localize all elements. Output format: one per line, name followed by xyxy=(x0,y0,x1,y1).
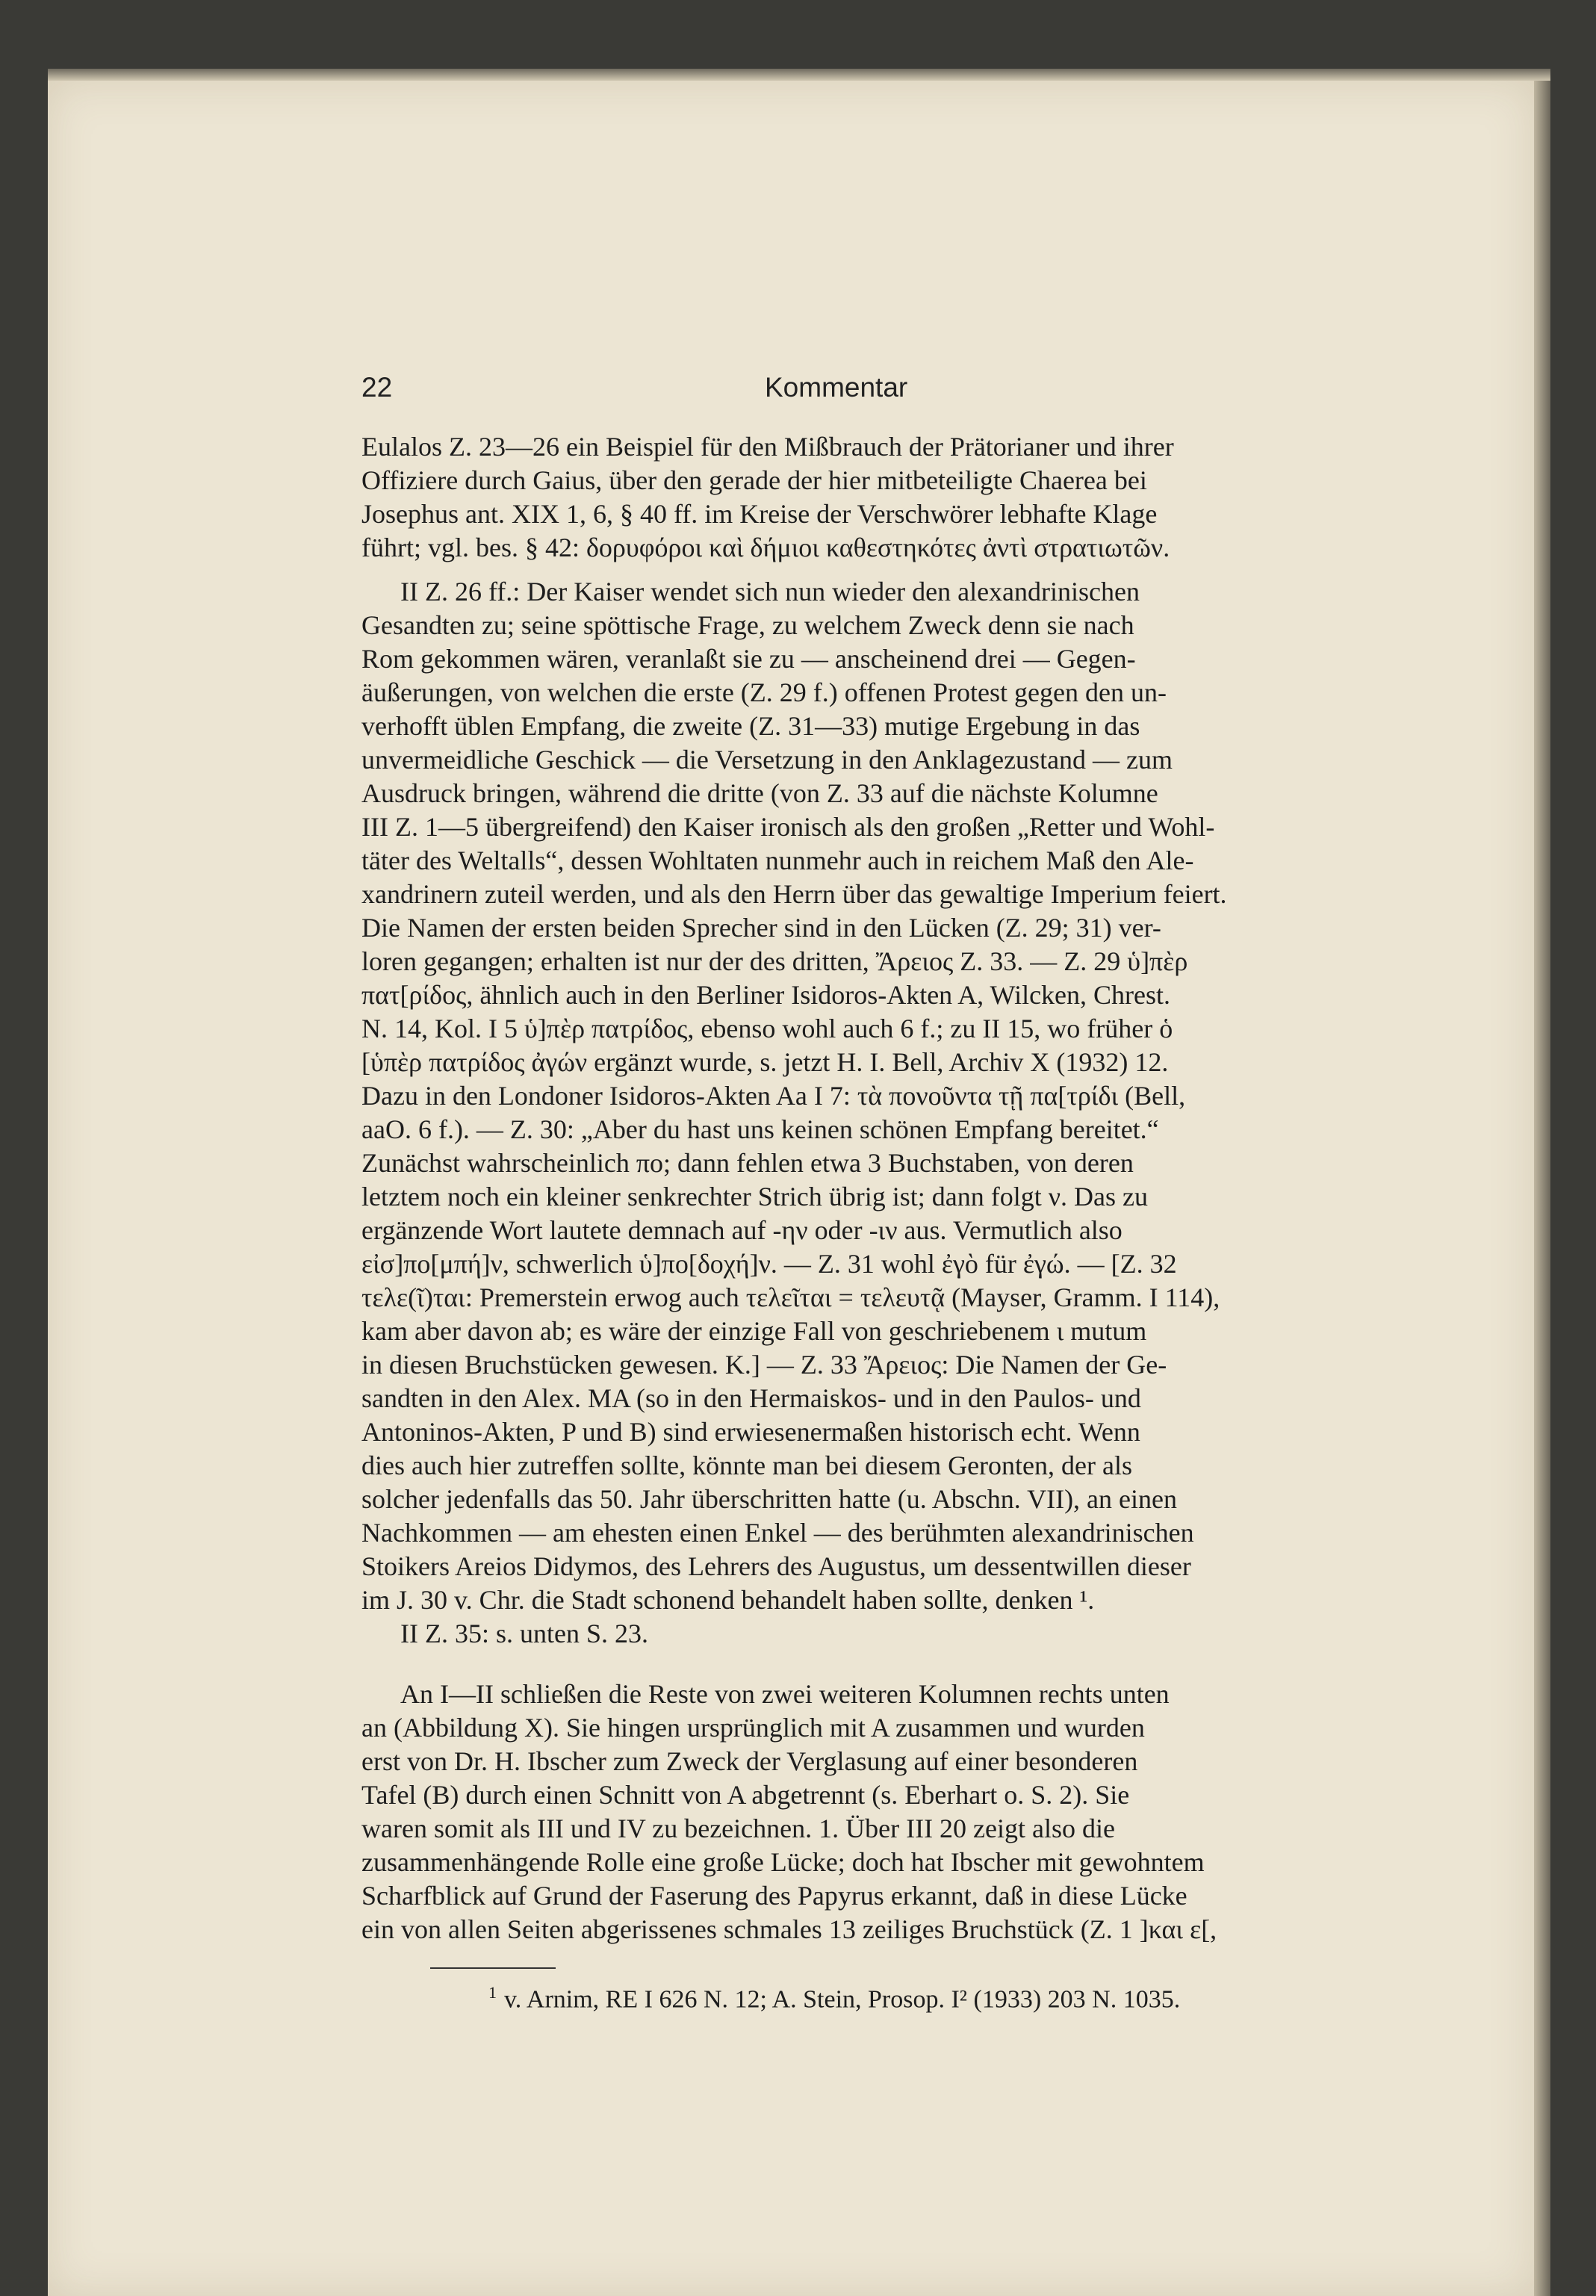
text-line: III Z. 1—5 übergreifend) den Kaiser ironisch als den großen „Retter und Wohl- xyxy=(361,812,1215,842)
text-line: Tafel (B) durch einen Schnitt von A abgetrennt (s. Eberhart o. S. 2). Sie xyxy=(361,1780,1130,1810)
text-line: kam aber davon ab; es wäre der einzige Fall von geschriebenem ι mutum xyxy=(361,1316,1147,1346)
text-line: dies auch hier zutreffen sollte, könnte man bei diesem Geronten, der als xyxy=(361,1450,1132,1480)
text-line: im J. 30 v. Chr. die Stadt schonend behandelt haben sollte, denken ¹. xyxy=(361,1585,1095,1615)
text-line: ergänzende Wort lautete demnach auf -ην oder -ιν aus. Vermutlich also xyxy=(361,1215,1123,1245)
text-line: verhofft üblen Empfang, die zweite (Z. 31—33) mutige Ergebung in das xyxy=(361,711,1140,741)
text-line: An I—II schließen die Reste von zwei weiteren Kolumnen rechts unten xyxy=(400,1679,1170,1709)
text-line: πατ[ρίδος, ähnlich auch in den Berliner Isidoros-Akten A, Wilcken, Chrest. xyxy=(361,980,1171,1010)
text-line: N. 14, Kol. I 5 ὑ]πὲρ πατρίδος, ebenso wohl auch 6 f.; zu II 15, wo früher ὁ xyxy=(361,1014,1173,1043)
footnote-rule xyxy=(430,1967,556,1969)
body-text xyxy=(361,430,1370,1946)
text-line: aaO. 6 f.). — Z. 30: „Aber du hast uns keinen schönen Empfang bereitet.“ xyxy=(361,1114,1159,1144)
paragraph-kolumnen xyxy=(361,1678,1370,1946)
text-line: Gesandten zu; seine spöttische Frage, zu welchem Zweck denn sie nach xyxy=(361,610,1134,640)
paragraph-kaiser xyxy=(361,575,1370,1617)
text-line: [ὑπὲρ πατρίδος ἀγών ergänzt wurde, s. jetzt H. I. Bell, Archiv X (1932) 12. xyxy=(361,1047,1169,1077)
text-line: täter des Weltalls“, dessen Wohltaten nunmehr auch in reichem Maß den Ale- xyxy=(361,846,1194,875)
text-line: Scharfblick auf Grund der Faserung des Papyrus erkannt, daß in diese Lücke xyxy=(361,1881,1187,1911)
running-head xyxy=(48,372,1534,409)
text-line: zusammenhängende Rolle eine große Lücke; doch hat Ibscher mit gewohntem xyxy=(361,1847,1205,1877)
text-line: an (Abbildung X). Sie hingen ursprünglich mit A zusammen und wurden xyxy=(361,1713,1145,1743)
text-line: führt; vgl. bes. § 42: δορυφόροι καὶ δήμιοι καθεστηκότες ἀντὶ στρατιωτῶν. xyxy=(361,533,1170,562)
text-line: sandten in den Alex. MA (so in den Hermaiskos- und in den Paulos- und xyxy=(361,1383,1141,1413)
text-line: letztem noch ein kleiner senkrechter Strich übrig ist; dann folgt ν. Das zu xyxy=(361,1182,1148,1211)
text-line: Stoikers Areios Didymos, des Lehrers des Augustus, um dessentwillen dieser xyxy=(361,1551,1191,1581)
book-page xyxy=(48,81,1534,2296)
text-line: Die Namen der ersten beiden Sprecher sind in den Lücken (Z. 29; 31) ver- xyxy=(361,913,1161,943)
text-line: äußerungen, von welchen die erste (Z. 29 f.) offenen Protest gegen den un- xyxy=(361,677,1167,707)
text-line: Antoninos-Akten, P und B) sind erwiesenermaßen historisch echt. Wenn xyxy=(361,1417,1140,1447)
text-line: Dazu in den Londoner Isidoros-Akten Aa I 7: τὰ πονοῦντα τῇ πα[τρίδι (Bell, xyxy=(361,1081,1186,1111)
text-line: erst von Dr. H. Ibscher zum Zweck der Verglasung auf einer besonderen xyxy=(361,1746,1138,1776)
text-line: Nachkommen — am ehesten einen Enkel — des berühmten alexandrinischen xyxy=(361,1518,1194,1548)
text-line: solcher jedenfalls das 50. Jahr überschritten hatte (u. Abschn. VII), an einen xyxy=(361,1484,1177,1514)
footnote-mark: 1 xyxy=(488,1983,497,2002)
text-line: loren gegangen; erhalten ist nur der des dritten, Ἄρειος Z. 33. — Z. 29 ὑ]πὲρ xyxy=(361,946,1188,976)
text-line: Offiziere durch Gaius, über den gerade der hier mitbeteiligte Chaerea bei xyxy=(361,465,1147,495)
text-line: II Z. 26 ff.: Der Kaiser wendet sich nun wieder den alexandrinischen xyxy=(400,577,1140,606)
running-title: Kommentar xyxy=(765,372,908,403)
footnote xyxy=(488,1976,1385,2016)
text-line: ein von allen Seiten abgerissenes schmales 13 zeiliges Bruchstück (Z. 1 ]και ε[, xyxy=(361,1914,1217,1944)
text-line: Eulalos Z. 23—26 ein Beispiel für den Mißbrauch der Prätorianer und ihrer xyxy=(361,432,1174,462)
text-line: xandrinern zuteil werden, und als den Herrn über das gewaltige Imperium feiert. xyxy=(361,879,1227,909)
footnote-text: v. Arnim, RE I 626 N. 12; A. Stein, Prosop. I² (1933) 203 N. 1035. xyxy=(504,1985,1181,2014)
text-line: τελε(ῖ)ται: Premerstein erwog auch τελεῖται = τελευτᾷ (Mayser, Gramm. I 114), xyxy=(361,1282,1220,1312)
text-line: II Z. 35: s. unten S. 23. xyxy=(400,1619,648,1648)
text-line: Ausdruck bringen, während die dritte (von Z. 33 auf die nächste Kolumne xyxy=(361,778,1158,808)
paragraph-z35 xyxy=(361,1617,1370,1651)
paragraph-eulalos xyxy=(361,430,1370,565)
text-line: in diesen Bruchstücken gewesen. K.] — Z. 33 Ἄρειος: Die Namen der Ge- xyxy=(361,1350,1167,1380)
text-line: εἰσ]πο[μπή]ν, schwerlich ὑ]πο[δοχή]ν. — Z. 31 wohl ἐγὸ für ἐγώ. — [Z. 32 xyxy=(361,1249,1177,1279)
text-line: Rom gekommen wären, veranlaßt sie zu — anscheinend drei — Gegen- xyxy=(361,644,1136,674)
text-line: unvermeidliche Geschick — die Versetzung in den Anklagezustand — zum xyxy=(361,745,1173,775)
text-line: Zunächst wahrscheinlich πο; dann fehlen etwa 3 Buchstaben, von deren xyxy=(361,1148,1134,1178)
text-line: waren somit als III und IV zu bezeichnen. 1. Über III 20 zeigt also die xyxy=(361,1813,1115,1843)
book-side-edge xyxy=(1534,81,1550,2296)
book-top-edge xyxy=(48,69,1550,81)
page-number: 22 xyxy=(361,372,393,403)
text-line: Josephus ant. XIX 1, 6, § 40 ff. im Kreise der Verschwörer lebhafte Klage xyxy=(361,499,1158,529)
